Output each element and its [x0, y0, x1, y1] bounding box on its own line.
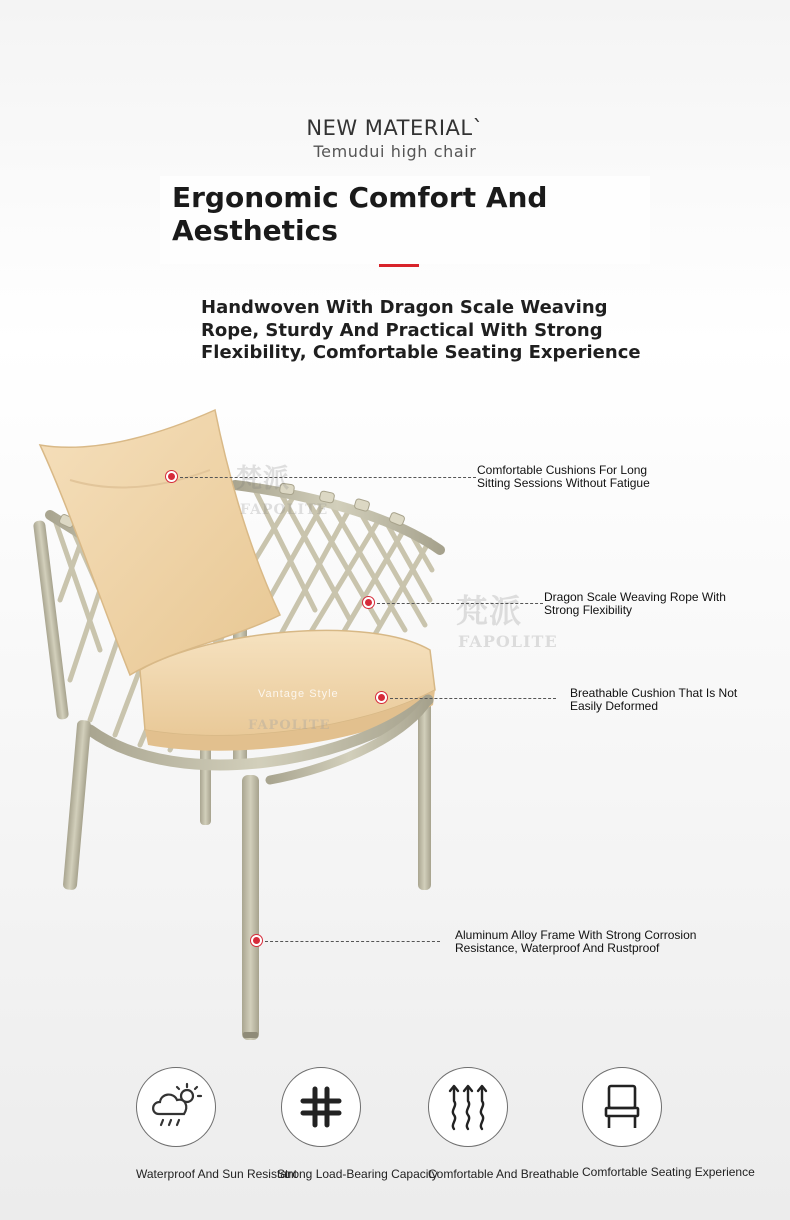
callout-leader — [180, 477, 476, 478]
callout-note — [570, 687, 737, 713]
cloud-rain-sun-icon — [136, 1067, 216, 1147]
callout-line: Breathable Cushion That Is Not — [570, 686, 738, 700]
chair-icon — [582, 1067, 662, 1147]
callout-marker — [376, 692, 387, 703]
grid-hash-icon — [281, 1067, 361, 1147]
style-watermark: Vantage Style — [258, 688, 339, 700]
section-kicker: NEW MATERIAL` — [306, 116, 484, 140]
callout-line: Comfortable Cushions For Long — [477, 463, 648, 477]
brand-watermark: 梵派 — [456, 592, 523, 630]
callout-marker — [166, 471, 177, 482]
feature-label: Comfortable And Breathable — [428, 1167, 579, 1181]
feature-label: Waterproof And Sun Resistant — [136, 1167, 297, 1181]
callout-note — [477, 464, 650, 490]
callout-leader — [390, 698, 556, 699]
callout-leader — [377, 603, 543, 604]
chair-illustration — [30, 400, 460, 1050]
callout-leader — [265, 941, 440, 942]
intro-line: Rope, Sturdy And Practical With Strong — [201, 319, 603, 341]
callout-note — [455, 929, 696, 955]
headline — [172, 181, 642, 247]
callout-marker — [251, 935, 262, 946]
callout-line: Aluminum Alloy Frame With Strong Corrosion — [455, 928, 697, 942]
feature-label: Comfortable Seating Experience — [582, 1165, 755, 1179]
intro-text — [201, 297, 641, 365]
headline-line: Ergonomic Comfort And — [172, 181, 548, 214]
callout-note — [544, 591, 726, 617]
intro-line: Handwoven With Dragon Scale Weaving — [201, 297, 608, 318]
brand-watermark: FAPOLITE — [240, 502, 329, 518]
feature-label: Strong Load-Bearing Capacity — [277, 1167, 438, 1181]
brand-watermark: FAPOLITE — [248, 718, 331, 733]
callout-line: Sitting Sessions Without Fatigue — [477, 476, 650, 490]
breathable-arrows-icon — [428, 1067, 508, 1147]
callout-line: Resistance, Waterproof And Rustproof — [455, 941, 660, 955]
brand-watermark: FAPOLITE — [458, 632, 558, 651]
intro-line: Flexibility, Comfortable Seating Experience — [201, 342, 641, 363]
callout-line: Strong Flexibility — [544, 603, 633, 617]
headline-line: Aesthetics — [172, 214, 338, 247]
accent-divider — [379, 264, 419, 267]
callout-marker — [363, 597, 374, 608]
brand-watermark: 梵派 — [236, 464, 291, 494]
callout-line: Easily Deformed — [570, 699, 659, 713]
section-subtitle: Temudui high chair — [313, 142, 477, 161]
callout-line: Dragon Scale Weaving Rope With — [544, 590, 726, 604]
